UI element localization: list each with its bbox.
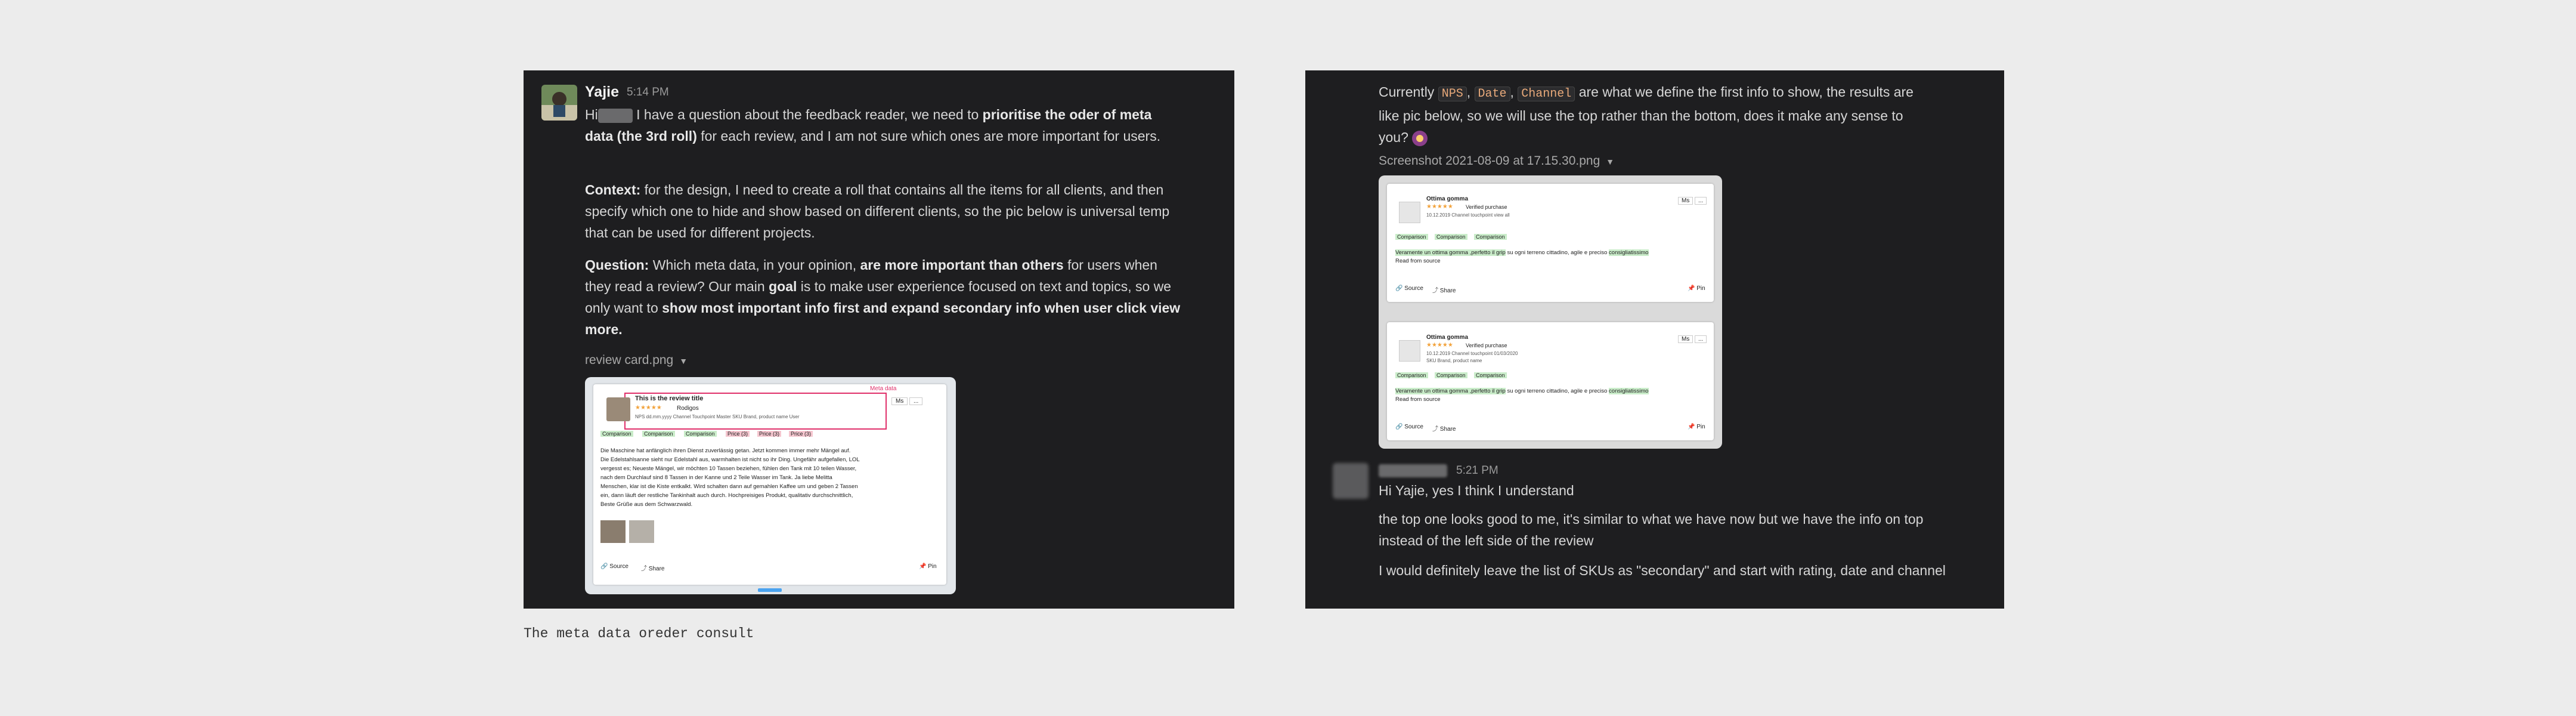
topic-tag: Comparison — [1474, 372, 1507, 378]
pin-label: Pin — [1696, 424, 1705, 430]
card-button-b: ... — [909, 397, 922, 405]
question-text-e: is to make user experience focused on text and topics, so we only want to — [585, 279, 1172, 316]
code-channel: Channel — [1518, 87, 1575, 101]
reviewer-avatar — [606, 397, 630, 421]
message-paragraph-context — [585, 179, 1181, 243]
reply-line-1: Hi Yajie, yes I think I understand — [1379, 483, 1574, 498]
review-card-preview — [593, 384, 946, 585]
review-body-line: Menschen, klar ist die Kiste entkalkt. Wird schalten dann auf gemahlen Kaffee um und geben 2 Tassen — [600, 483, 858, 490]
review-body-highlight-2: consigliatissimo — [1609, 388, 1649, 394]
star-rating-icon: ★★★★★ — [1426, 203, 1453, 210]
share-link: ⤴ Share — [1432, 288, 1456, 294]
meta-row: 10.12.2019 Channel touchpoint 01/03/2020 — [1426, 351, 1518, 356]
reply-line-2: the top one looks good to me, it's similar to what we have now but we have the info on top instead of the left side of the review — [1379, 511, 1924, 548]
message-timestamp[interactable]: 5:21 PM — [1456, 464, 1498, 477]
reviewer-name: Rodigos — [677, 405, 699, 412]
redacted-name — [598, 109, 633, 123]
reply-line-3: I would definitely leave the list of SKUs as "secondary" and start with rating, date and channel — [1379, 563, 1946, 578]
pin-link: 📌 Pin — [919, 563, 937, 570]
code-nps: NPS — [1438, 87, 1467, 101]
chevron-down-icon[interactable]: ▼ — [679, 356, 688, 366]
greeting-text: Hi — [585, 107, 598, 122]
message-paragraph-intro — [585, 104, 1181, 147]
message-paragraph-question — [585, 254, 1181, 340]
review-body-line: Beste Grüße aus dem Schwarzwald. — [600, 501, 693, 508]
question-text-bold-2: show most important info first and expand secondary info when user click view more. — [585, 300, 1181, 337]
code-date: Date — [1475, 87, 1510, 101]
source-link: 🔗 Source — [600, 563, 628, 570]
product-image-icon — [1399, 202, 1420, 223]
read-from-source-link: Read from source — [1395, 396, 1441, 403]
review-body-highlight: Veramente un ottima gomma ,perfetto il grip — [1395, 388, 1506, 394]
review-image-thumb — [629, 520, 654, 543]
review-body-highlight: Veramente un ottima gomma ,perfetto il grip — [1395, 249, 1506, 256]
redacted-author-name — [1379, 464, 1447, 477]
file-name[interactable]: Screenshot 2021-08-09 at 17.15.30.png — [1379, 154, 1600, 168]
topic-tag: Price (3) — [726, 431, 750, 437]
star-rating-icon: ★★★★★ — [635, 405, 662, 411]
pin-link: 📌 Pin — [1688, 424, 1705, 430]
meta-row-secondary: SKU Brand, product name — [1426, 358, 1482, 363]
card-button-b: ... — [1695, 335, 1707, 343]
review-body-line: vergesst es; Neueste Mängel, wir möchten 10 Tassen beziehen, fühlen den Tank mit 10 teilen Wasser, — [600, 465, 857, 472]
review-title: Ottima gomma — [1426, 196, 1469, 202]
intro-text-bold: prioritise the oder of meta data (the 3rd roll) — [585, 107, 1152, 144]
avatar-photo-icon — [541, 85, 577, 121]
verified-purchase: Verified purchase — [1466, 342, 1507, 348]
left-chat-panel — [524, 70, 1234, 609]
review-body-highlight-2: consigliatissimo — [1609, 249, 1649, 256]
pin-label: Pin — [1696, 285, 1705, 292]
review-body-line: Die Edelstahlsanne sieht nur Edelstahl aus, warmhalten ist nicht so ihr Ding. Ungefähr aufgefallen, LOL — [600, 456, 860, 463]
image-attachment[interactable] — [1379, 175, 1722, 449]
topic-tag: Comparison — [1395, 372, 1428, 378]
review-title: Ottima gomma — [1426, 334, 1469, 341]
meta-data-label: Meta data — [870, 385, 897, 392]
topic-tag: Comparison — [684, 431, 717, 437]
emoji-reaction-icon[interactable] — [1412, 131, 1428, 146]
topic-tag: Comparison — [642, 431, 675, 437]
card-button-a: Ms — [1678, 335, 1693, 343]
intro-text-a: I have a question about the feedback reader, we need to — [632, 107, 983, 122]
verified-purchase: Verified purchase — [1466, 204, 1507, 210]
topic-tag: Comparison — [600, 431, 633, 437]
message-paragraph-currently — [1379, 81, 1933, 148]
topic-tag: Price (3) — [789, 431, 813, 437]
question-text-c: for users when they read a review? Our main — [585, 257, 1157, 294]
share-label: Share — [648, 566, 665, 572]
image-caption: The meta data oreder consult — [524, 626, 754, 641]
topic-tag: Comparison — [1395, 234, 1428, 240]
review-body-line: ein, dann läuft der restliche Tankinhalt auch durch. Hochpreisiges Produkt, qualitativ durchschnittlich, — [600, 492, 853, 499]
source-label: Source — [1404, 424, 1423, 430]
review-card-preview-top — [1387, 184, 1714, 302]
pin-label: Pin — [928, 563, 937, 570]
meta-row: 10.12.2019 Channel touchpoint view all — [1426, 212, 1510, 218]
review-title: This is the review title — [635, 395, 704, 402]
context-label: Context: — [585, 182, 641, 197]
file-attachment-header[interactable] — [1379, 154, 1614, 168]
question-text-bold-1: are more important than others — [860, 257, 1064, 273]
source-label: Source — [609, 563, 628, 570]
product-image-icon — [1399, 340, 1420, 362]
review-card-preview-bottom — [1387, 322, 1714, 440]
right-chat-panel — [1305, 70, 2004, 609]
share-label: Share — [1439, 426, 1456, 433]
review-body-line: nach dem Durchlauf sind 8 Tassen in der Kanne und 2 Teile Wasser im Tank. Ja liebe Melitta — [600, 474, 832, 481]
meta-row: NPS dd.mm.yyyy Channel Touchpoint Master SKU Brand, product name User — [635, 414, 800, 419]
author-name[interactable]: Yajie — [585, 84, 619, 100]
intro-text-c: for each review, and I am not sure which ones are more important for users. — [696, 128, 1161, 144]
avatar[interactable] — [541, 85, 577, 121]
context-text: for the design, I need to create a roll that contains all the items for all clients, and then specify which one to hide and show based on different clients, so the pic below is universal temp that can be used for different projects. — [585, 182, 1170, 240]
review-body — [1395, 388, 1649, 394]
source-link: 🔗 Source — [1395, 285, 1423, 292]
share-link: ⤴ Share — [641, 566, 665, 572]
resize-handle — [758, 588, 782, 592]
topic-tag: Comparison — [1435, 234, 1467, 240]
card-button-a: Ms — [891, 397, 908, 405]
card-button-b: ... — [1695, 197, 1707, 205]
currently-text-b: are what we define the first info to show, the results are like pic below, so we will use the top rather than the bottom, does it make any sense to you? — [1379, 84, 1914, 145]
read-from-source-link: Read from source — [1395, 258, 1441, 264]
review-body-text: su ogni terreno cittadino, agile e preciso — [1505, 249, 1609, 256]
sep-2: , — [1510, 84, 1518, 100]
file-attachment-header[interactable] — [585, 353, 688, 368]
question-label: Question: — [585, 257, 649, 273]
chevron-down-icon[interactable]: ▼ — [1606, 157, 1615, 166]
currently-text-a: Currently — [1379, 84, 1438, 100]
share-label: Share — [1439, 288, 1456, 294]
topic-tag: Comparison — [1435, 372, 1467, 378]
review-body — [1395, 249, 1649, 256]
pin-link: 📌 Pin — [1688, 285, 1705, 292]
source-label: Source — [1404, 285, 1423, 292]
star-rating-icon: ★★★★★ — [1426, 342, 1453, 348]
card-button-a: Ms — [1678, 197, 1693, 205]
question-text-a: Which meta data, in your opinion, — [649, 257, 860, 273]
source-link: 🔗 Source — [1395, 424, 1423, 430]
sep-1: , — [1466, 84, 1475, 100]
review-body-line: Die Maschine hat anfänglich ihren Dienst zuverlässig getan. Jetzt kommen immer mehr Mängel auf. — [600, 448, 851, 454]
review-image-thumb — [600, 520, 626, 543]
avatar[interactable] — [1333, 463, 1368, 499]
review-body-text: su ogni terreno cittadino, agile e preciso — [1505, 388, 1609, 394]
image-attachment[interactable] — [585, 377, 956, 594]
message-timestamp[interactable]: 5:14 PM — [627, 86, 669, 98]
file-name[interactable]: review card.png — [585, 353, 674, 367]
topic-tag: Price (3) — [757, 431, 781, 437]
question-text-bold-goal: goal — [769, 279, 797, 294]
share-link: ⤴ Share — [1432, 426, 1456, 433]
topic-tag: Comparison — [1474, 234, 1507, 240]
